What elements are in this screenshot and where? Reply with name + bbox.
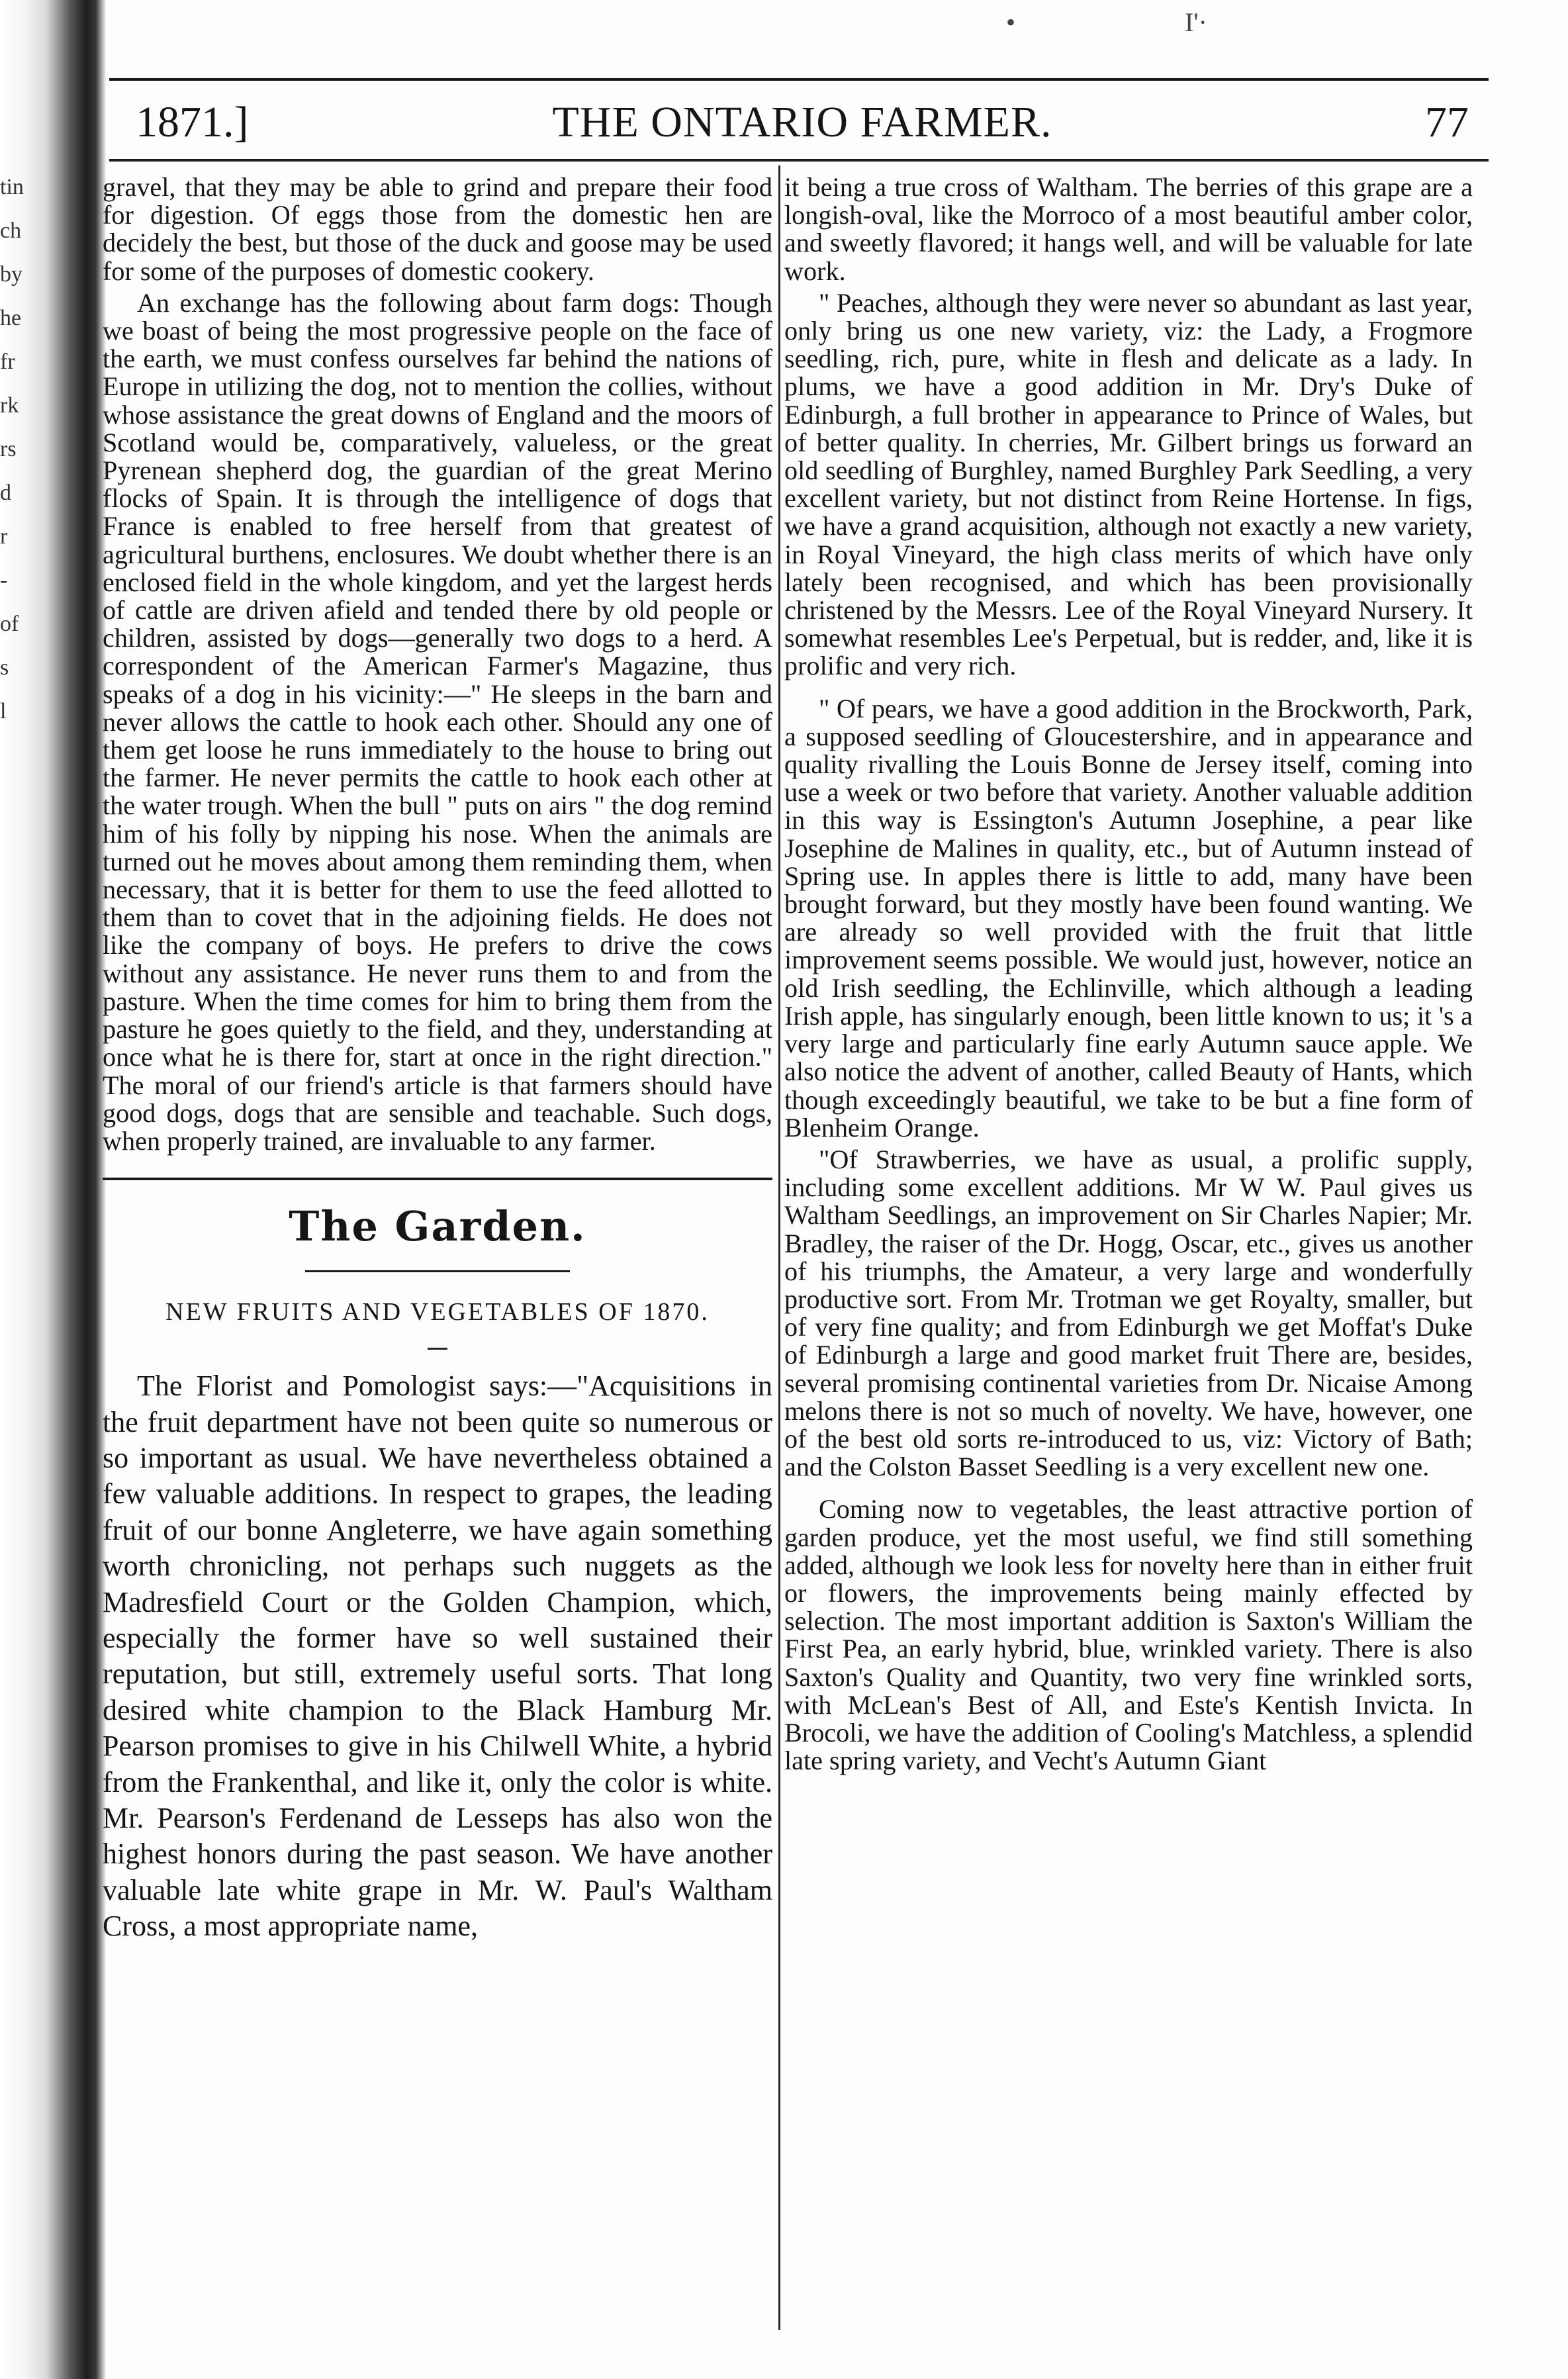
- gutter-fragment: d: [0, 481, 11, 505]
- pears-paragraph: " Of pears, we have a good addition in the Brockworth, Park, a supposed seedling of Gloucestershire, and in appearance and quality rivalling the Louis Bonne de Jersey itself, coming into use a week or two before that variety. Another valuable addition in this way is Essington's Autumn Josephine, a pear like Josephine de Malines in quality, etc., but of Autumn instead of Spring use. In apples there is little to add, many have been brought forward, but they mostly have been found wanting. We are already so well provided with the fruit that little improvement seems possible. We would just, however, notice an old Irish seedling, the Echlinville, which although a leading Irish apple, has singularly enough, been little known to us; it 's a very large and particularly fine early Autumn sauce apple. We also notice the advent of another, called Beauty of Hants, which though exceedingly beautiful, we take to be but a fine form of Blenheim Orange.: [784, 693, 1473, 1143]
- left-column: [103, 173, 772, 1945]
- article-title: NEW FRUITS AND VEGETABLES OF 1870.: [165, 1298, 710, 1327]
- header-top-rule: [109, 78, 1489, 81]
- article-paragraph: The Florist and Pomologist says:—"Acquisitions in the fruit department have not been quite so numerous or so important as usual. We have nevertheless obtained a few valuable additions. In respect to grapes, the leading fruit of our bonne Angleterre, we have again something worth chronicling, not perhaps such nuggets as the Madresfield Court or the Golden Champion, which, especially the former have so well sustained their reputation, but still, extremely useful sorts. That long desired white champion to the Black Hamburg Mr. Pearson promises to give in his Chilwell White, a hybrid from the Frankenthal, and like it, only the color is white. Mr. Pearson's Ferdenand de Lesseps has also won the highest honors during the past season. We have another valuable late white grape in Mr. W. Paul's Waltham Cross, a most appropriate name,: [103, 1370, 772, 1943]
- strawberries-paragraph: "Of Strawberries, we have as usual, a prolific supply, including some excellent additions. Mr W W. Paul gives us Waltham Seedlings, an improvement on Sir Charles Napier; Mr. Bradley, the raiser of the Dr. Hogg, Oscar, etc., gives us another of his triumphs, the Amateur, a very large and wonderfully productive sort. From Mr. Trotman we get Royalty, smaller, but of very fine quality; and from Edinburgh we get Moffat's Duke of Edinburgh a large and good market fruit There are, besides, several promising continental varieties from Dr. Nicaise Among melons there is not so much of novelty. We have, however, one of the best old sorts re-introduced to us, viz: Victory of Bath; and the Colston Basset Seedling is a very excellent new one.: [784, 1144, 1473, 1482]
- gutter-fragment: rk: [0, 393, 19, 418]
- gutter-fragment: s: [0, 655, 9, 680]
- page-number: 77: [1425, 98, 1469, 146]
- grape-paragraph: it being a true cross of Waltham. The berries of this grape are a longish-oval, like the Morroco of a most beautiful amber color, and sweetly flavored; it hangs well, and will be valuable for late work.: [784, 172, 1473, 286]
- header-bottom-rule: [109, 159, 1489, 162]
- gutter-text-fragments: [0, 165, 40, 733]
- gutter-fragment: of: [0, 612, 19, 636]
- peaches-paragraph: " Peaches, although they were never so abundant as last year, only bring us one new variety, viz: the Lady, a Frogmore seedling, rich, pure, white in flesh and delicate as a lady. In plums, we have a good addition in Mr. Dry's Duke of Edinburgh, a full brother in appearance to Prince of Wales, but of better quality. In cherries, Mr. Gilbert brings us forward an old seedling of Burghley, named Burghley Park Seedling, a very excellent variety, but not distinct from Reine Hortense. In figs, we have a grand acquisition, although not exactly a new variety, in Royal Vineyard, the high class merits of which have only lately been recognised, and which has been provisionally christened by the Messrs. Lee of the Royal Vineyard Nursery. It somewhat resembles Lee's Perpetual, but is redder, and, like it is prolific and very rich.: [784, 287, 1473, 681]
- title-dash: [428, 1348, 447, 1350]
- gutter-fragment: l: [0, 699, 7, 723]
- vegetables-paragraph: Coming now to vegetables, the least attractive portion of garden produce, yet the most useful, we find still something added, although we look less for novelty here than in either fruit or flowers, the improvements being mainly effected by selection. The most important addition is Saxton's William the First Pea, an early hybrid, blue, wrinkled variety. There is also Saxton's Quality and Quantity, two very fine wrinkled sorts, with McLean's Best of All, and Este's Kentish Invicta. In Brocoli, we have the addition of Cooling's Matchless, a splendid late spring variety, and Vecht's Autumn Giant: [784, 1494, 1473, 1776]
- gutter-fragment: he: [0, 306, 22, 330]
- gutter-fragment: ch: [0, 218, 22, 243]
- gutter-fragment: by: [0, 262, 23, 287]
- top-mark-tick: I'·: [1185, 7, 1207, 37]
- gutter-fragment: rs: [0, 437, 17, 461]
- right-column: [784, 173, 1473, 1775]
- page-header: [136, 93, 1469, 152]
- gutter-fragment: r: [0, 524, 8, 549]
- column-divider: [778, 165, 780, 2330]
- section-rule: [103, 1178, 772, 1180]
- top-mark-dot: •: [1006, 7, 1016, 37]
- header-year: 1871.]: [136, 98, 249, 146]
- section-sub-rule: [305, 1270, 570, 1272]
- header-title: THE ONTARIO FARMER.: [552, 98, 1052, 146]
- farm-dogs-paragraph: An exchange has the following about farm dogs: Though we boast of being the most progressive people on the face of the earth, we must confess ourselves far behind the nations of Europe in utilizing the dog, not to mention the collies, without whose assistance the great downs of England and the moors of Scotland would be, comparatively, valueless, or the great Pyrenean shepherd dog, the guardian of the great Merino flocks of Spain. It is through the intelligence of dogs that France is enabled to free herself from that greatest of agricultural burthens, enclosures. We doubt whether there is an enclosed field in the whole kingdom, and yet the largest herds of cattle are driven afield and tended there by old people or children, assisted by dogs—generally two dogs to a herd. A correspondent of the American Farmer's Magazine, thus speaks of a dog in his vicinity:—" He sleeps in the barn and never allows the cattle to hook each other. Should any one of them get loose he runs immediately to the house to bring out the farmer. He never permits the cattle to hook each other at the water trough. When the bull " puts on airs " the dog remind him of his folly by nipping his nose. When the animals are turned out he moves about among them reminding them, when necessary, that it is better for them to use the feed allotted to them than to covet that in the adjoining fields. He does not like the company of boys. He prefers to drive the cows without any assistance. He never runs them to and from the pasture. When the time comes for him to bring them from the pasture he goes quietly to the field, and they, understanding at once what he is there for, start at once in the right direction." The moral of our friend's article is that farmers should have good dogs, dogs that are sensible and teachable. Such dogs, when properly trained, are invaluable to any farmer.: [103, 287, 772, 1156]
- gutter-fragment: -: [0, 568, 8, 592]
- gutter-fragment: fr: [0, 350, 15, 374]
- gutter-fragment: tin: [0, 175, 24, 199]
- intro-paragraph: gravel, that they may be able to grind and prepare their food for digestion. Of eggs those from the domestic hen are decidely the best, but those of the duck and goose may be used for some of the purposes of domestic cookery.: [103, 172, 772, 286]
- section-title: The Garden.: [289, 1202, 586, 1251]
